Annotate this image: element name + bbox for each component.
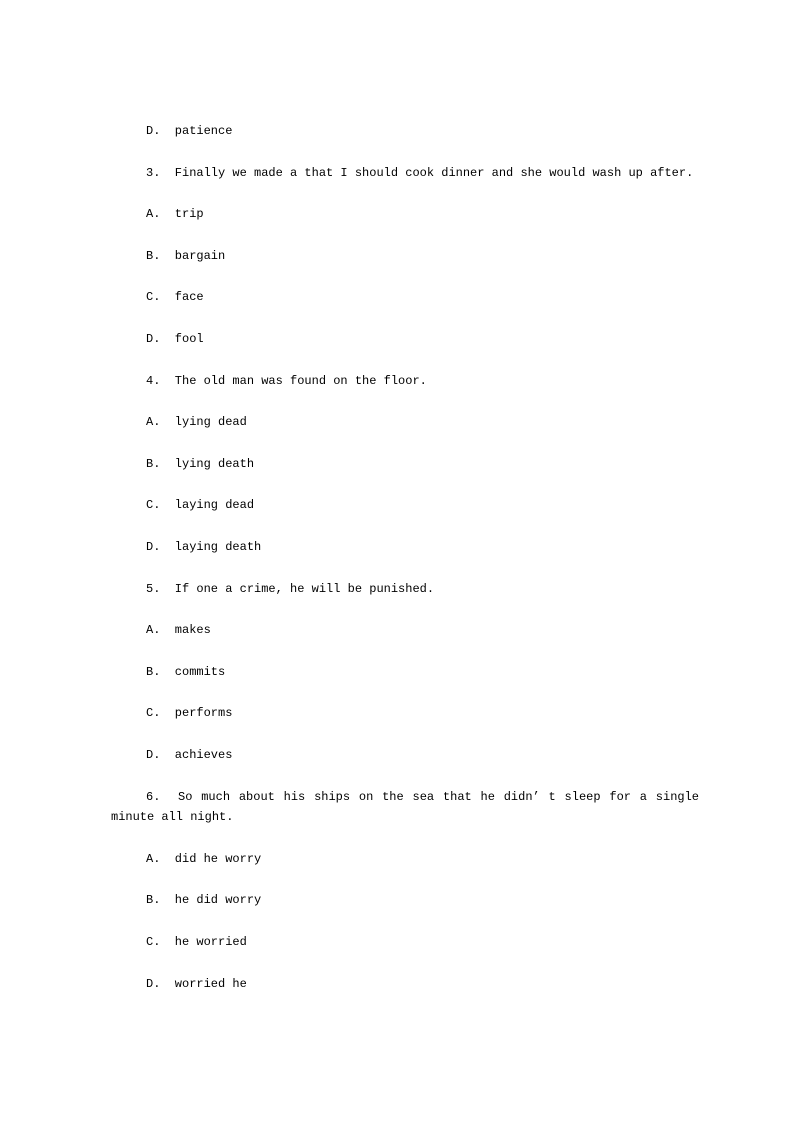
- option-line: D. laying death: [146, 539, 262, 554]
- question-line: 6. So much about his ships on the sea that he didn’ t sleep for a single minute all night.: [111, 789, 699, 825]
- option-line: B. bargain: [146, 248, 226, 263]
- question-line: 3. Finally we made a that I should cook dinner and she would wash up after.: [146, 165, 694, 180]
- question-line: 4. The old man was found on the floor.: [146, 373, 427, 388]
- option-line: C. laying dead: [146, 498, 255, 513]
- option-line: A. trip: [146, 207, 204, 222]
- option-line: D. worried he: [146, 976, 247, 991]
- question-line: 5. If one a crime, he will be punished.: [146, 581, 435, 596]
- option-line: A. did he worry: [146, 851, 262, 866]
- option-line: D. patience: [146, 124, 233, 138]
- option-line: B. lying death: [146, 456, 255, 471]
- option-line: A. lying dead: [146, 415, 247, 430]
- option-line: B. he did worry: [146, 893, 262, 908]
- option-line: D. achieves: [146, 747, 233, 762]
- option-line: C. face: [146, 290, 204, 305]
- option-line: C. he worried: [146, 935, 247, 950]
- option-line: D. fool: [146, 331, 204, 346]
- option-line: A. makes: [146, 623, 211, 638]
- option-line: B. commits: [146, 664, 226, 679]
- option-line: C. performs: [146, 706, 233, 721]
- document-body: [111, 0, 699, 1015]
